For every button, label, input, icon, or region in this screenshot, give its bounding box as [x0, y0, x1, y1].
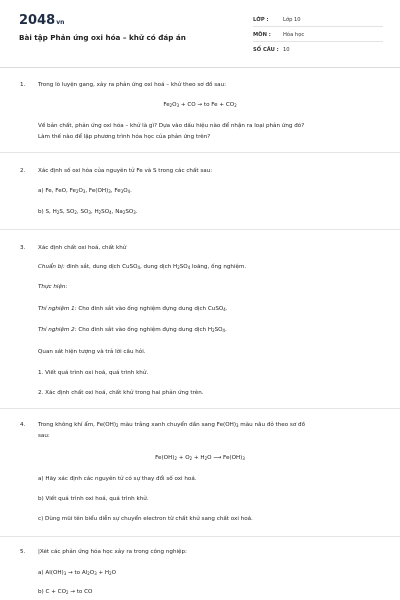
preparation-line: Chuẩn bị: đinh sắt, dung dịch CuSO$_4$, dung dịch $H_2SO_4$ loãng, ống nghiệm. [38, 264, 247, 270]
header-rule [0, 67, 400, 68]
equation-1: $Fe_2O_3$ + CO → to $Fe + CO_2$ [163, 102, 237, 108]
section-divider [0, 536, 400, 537]
section-divider [0, 408, 400, 409]
item-5a: a) $Al(OH)_3$ → to $Al_2O_3 + H_2O$ [38, 570, 117, 576]
document-title: Bài tập Phản ứng oxi hóa – khử có đáp án [19, 33, 186, 42]
meta-divider [253, 41, 383, 42]
section-divider [0, 229, 400, 230]
item-2a: a) Fe, FeO, $Fe_2O_3$, $Fe(OH)_3$, $Fe_3O_4$. [38, 188, 132, 194]
page-header: 2048vn Bài tập Phản ứng oxi hóa – khử có đáp án LỚP : Lớp 10 MÔN : Hóa học SỐ CÂU : 10 [0, 0, 400, 64]
experiment-2: Thí nghiệm 2: Cho đinh sắt vào ống nghiệm đựng dung dịch $H_2SO_4$. [38, 327, 227, 333]
question-4-text: Trong không khí ẩm, $Fe(OH)_2$ màu trắng xanh chuyển dần sang $Fe(OH)_3$ màu nâu đỏ theo sơ đồ [38, 422, 305, 428]
meta-divider [253, 26, 383, 27]
site-logo[interactable]: 2048vn [19, 13, 65, 28]
section-divider [0, 152, 400, 153]
item-2b: b) S, $H_2S$, $SO_2$, $SO_3$, $H_2SO_4$, $Na_2SO_3$. [38, 209, 138, 215]
experiment-1: Thí nghiệm 1: Cho đinh sắt vào ống nghiệm đựng dung dịch CuSO$_4$. [38, 306, 228, 312]
document-page: 2048vn Bài tập Phản ứng oxi hóa – khử có đáp án LỚP : Lớp 10 MÔN : Hóa học SỐ CÂU : 10 1. Trong lò luyện gang, xảy ra phản ứng oxi hoá – khử theo sơ đồ sau: $Fe_2O_3$ + CO → to $Fe + CO_2$ Về bản chất, phản ứng oxi hóa – khử là gì? Dựa vào dấu hiệu nào để nhận ra loại phản ứng đó? Làm thế nào để lập phương trình hóa học của phản ứng trên? 2. Xác định số oxi hóa của nguyên tử Fe và S trong các chất sau: a) Fe, FeO, $Fe_2O_3$, $Fe(OH)_3$, $Fe_3O_4$. b) S, $H_2S$, $SO_2$, $SO_3$, $H_2SO_4$, $Na_2SO_3$. 3. Xác định chất oxi hoá, chất khử Chuẩn bị: đinh sắt, dung dịch CuSO$_4$, dung dịch $H_2SO_4$ loãng, ống nghiệm. Thực hiện: Thí nghiệm 1: Cho đinh sắt vào ống nghiệm đựng dung dịch CuSO$_4$. Thí nghiệm 2: Cho đinh sắt vào ống nghiệm đựng dung dịch $H_2SO_4$. Quan sát hiện tượng và trả lời câu hỏi. 1. Viết quá trình oxi hoá, quá trình khử. 2. Xác định chất oxi hoá, chất khử trong hai phản ứng trên. 4. Trong không khí ẩm, $Fe(OH)_2$ màu trắng xanh chuyển dần sang $Fe(OH)_3$ màu nâu đỏ theo sơ đồ sau: $Fe(OH)_2 + O_2 + H_2O$ ⟶ $Fe(OH)_3$ a) Hãy xác định các nguyên tử có sự thay đổi số oxi hoá. b) Viết quá trình oxi hoá, quá trình khử. c) Dùng mũi tên biểu diễn sự chuyển electron từ chất khử sang chất oxi hoá. 5. |Xét các phản ứng hóa học xảy ra trong công nghiệp: a) $Al(OH)_3$ → to $Al_2O_3 + H_2O$ b) $C + CO_2$ → to CO [0, 0, 400, 600]
item-5b: b) $C + CO_2$ → to CO [38, 589, 93, 595]
equation-4: $Fe(OH)_2 + O_2 + H_2O$ ⟶ $Fe(OH)_3$ [155, 455, 245, 461]
